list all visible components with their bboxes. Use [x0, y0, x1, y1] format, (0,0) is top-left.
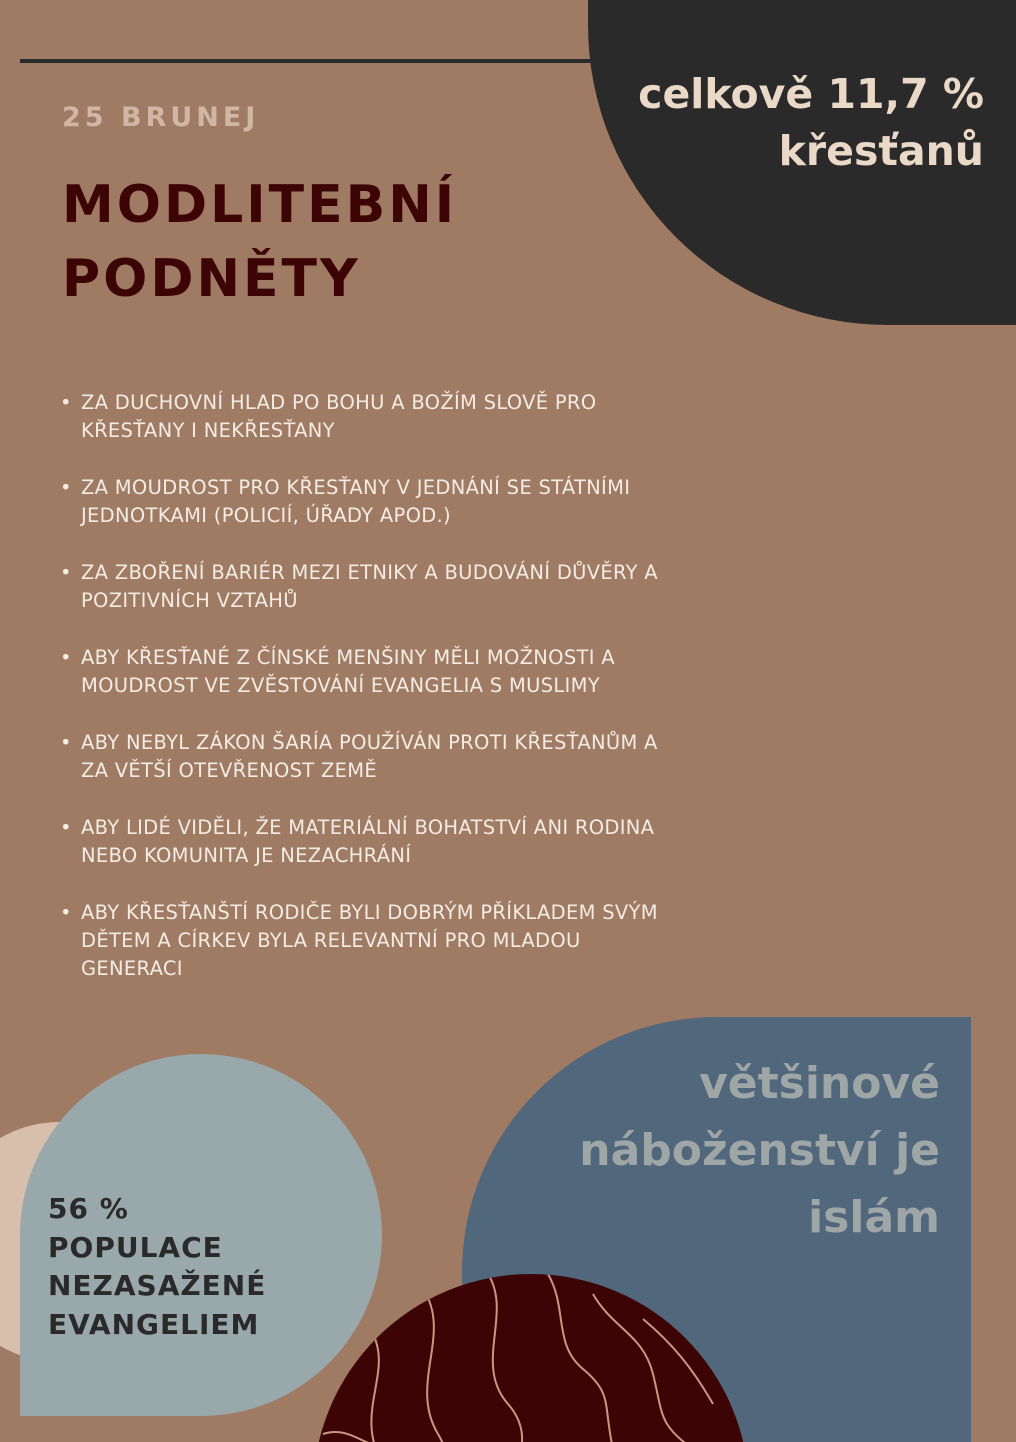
unreached-stat-line-4: EVANGELIEM — [48, 1307, 260, 1341]
bullet-icon: • — [60, 391, 72, 414]
bullet-icon: • — [60, 476, 72, 499]
header-rule — [20, 59, 620, 63]
list-item — [56, 389, 936, 445]
list-item-line: ABY LIDÉ VIDĚLI, ŽE MATERIÁLNÍ BOHATSTVÍ ANI RODINA — [81, 816, 655, 839]
christian-share-line-1: celkově 11,7 % — [638, 70, 984, 118]
religion-stat-line-1: většinové — [699, 1058, 940, 1109]
list-item — [56, 729, 936, 785]
bullet-icon: • — [60, 816, 72, 839]
list-item — [56, 814, 936, 870]
list-item-line: ZA VĚTŠÍ OTEVŘENOST ZEMĚ — [81, 759, 378, 782]
christian-share-line-2: křesťanů — [778, 127, 984, 175]
bullet-icon: • — [60, 561, 72, 584]
country-kicker: 25 BRUNEJ — [62, 102, 260, 133]
list-item-line: MOUDROST VE ZVĚSTOVÁNÍ EVANGELIA S MUSLIMY — [81, 674, 600, 697]
list-item-line: ABY KŘESŤANÉ Z ČÍNSKÉ MENŠINY MĚLI MOŽNOSTI A — [81, 646, 615, 669]
list-item-line: ZA MOUDROST PRO KŘESŤANY V JEDNÁNÍ SE STÁTNÍMI — [81, 476, 631, 499]
unreached-stat-line-3: NEZASAŽENÉ — [48, 1269, 267, 1302]
unreached-stat-line-1: 56 % — [48, 1192, 129, 1225]
page-title-line-1: MODLITEBNÍ — [62, 175, 458, 235]
bullet-icon: • — [60, 646, 72, 669]
prayer-points-list — [56, 389, 936, 1012]
list-item-line: ZA DUCHOVNÍ HLAD PO BOHU A BOŽÍM SLOVĚ PRO — [81, 391, 597, 414]
religion-stat — [500, 1050, 940, 1251]
list-item — [56, 899, 936, 983]
list-item — [56, 644, 936, 700]
list-item-line: JEDNOTKAMI (POLICIÍ, ÚŘADY APOD.) — [81, 504, 451, 527]
bullet-icon: • — [60, 901, 72, 924]
bullet-icon: • — [60, 731, 72, 754]
religion-stat-line-2: náboženství je — [579, 1125, 940, 1176]
list-item-line: POZITIVNÍCH VZTAHŮ — [81, 589, 298, 612]
list-item-line: ZA ZBOŘENÍ BARIÉR MEZI ETNIKY A BUDOVÁNÍ DŮVĚRY A — [81, 561, 658, 584]
religion-stat-line-3: islám — [808, 1192, 940, 1243]
christian-share-stat — [604, 66, 984, 180]
list-item — [56, 559, 936, 615]
list-item-line: ABY KŘESŤANŠTÍ RODIČE BYLI DOBRÝM PŘÍKLADEM SVÝM — [81, 901, 658, 924]
unreached-stat — [48, 1190, 266, 1344]
list-item-line: DĚTEM A CÍRKEV BYLA RELEVANTNÍ PRO MLADOU — [81, 929, 581, 952]
list-item — [56, 474, 936, 530]
list-item-line: ABY NEBYL ZÁKON ŠARÍA POUŽÍVÁN PROTI KŘESŤANŮM A — [81, 731, 658, 754]
page-title — [62, 168, 622, 316]
list-item-line: KŘESŤANY I NEKŘESŤANY — [81, 419, 335, 442]
list-item-line: GENERACI — [81, 957, 183, 980]
list-item-line: NEBO KOMUNITA JE NEZACHRÁNÍ — [81, 844, 412, 867]
decorative-wave-orb — [313, 1274, 749, 1442]
unreached-stat-line-2: POPULACE — [48, 1230, 223, 1264]
page-title-line-2: PODNĚTY — [62, 249, 361, 309]
